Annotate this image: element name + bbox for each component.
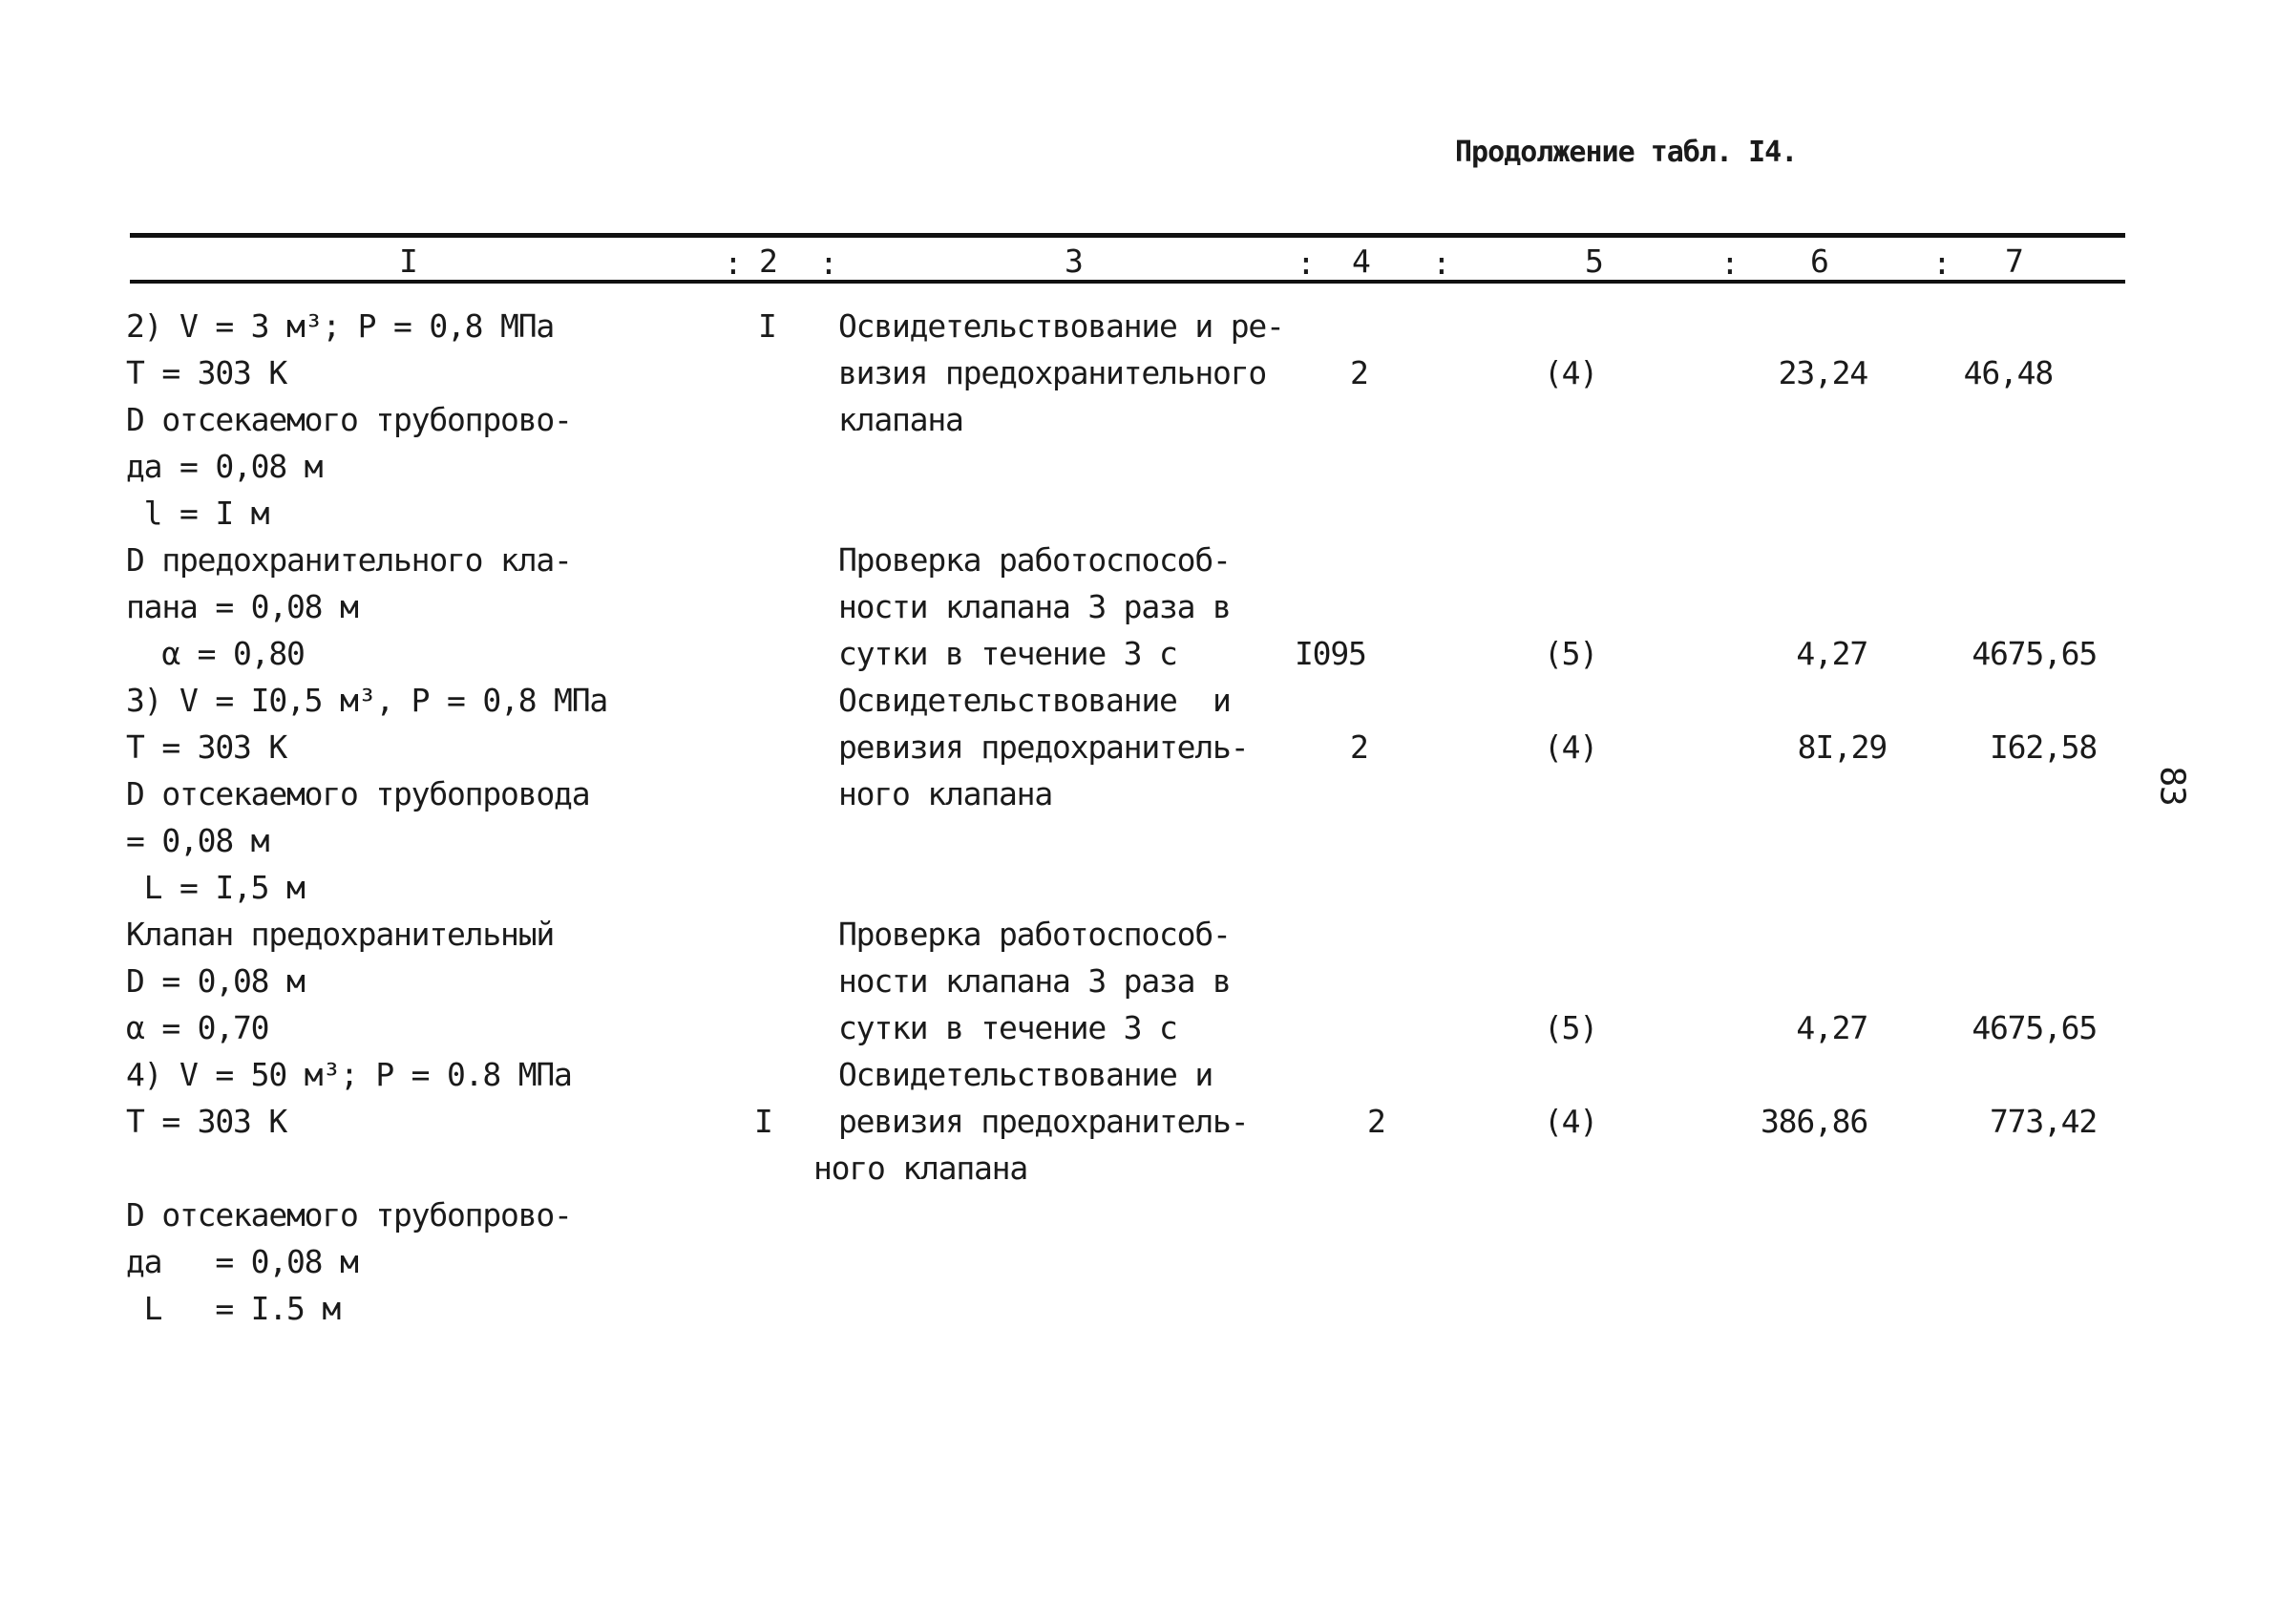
header-col-6: 6 <box>1810 243 1828 280</box>
col3-line: ности клапана 3 раза в <box>838 588 1231 625</box>
col4-value: 2 <box>1367 1103 1385 1140</box>
header-col-1: I <box>399 243 417 280</box>
col1-line: α = 0,80 <box>126 635 305 672</box>
col5-value: (4) <box>1544 1103 1598 1140</box>
col7-value: 4675,65 <box>1972 635 2097 672</box>
col6-value: 4,27 <box>1796 635 1867 672</box>
col6-value: 386,86 <box>1760 1103 1867 1140</box>
col3-line: ности клапана 3 раза в <box>838 962 1231 1000</box>
header-separator: : <box>1932 244 1951 282</box>
col6-value: 4,27 <box>1796 1009 1867 1046</box>
col1-line: T = 303 K <box>126 354 287 391</box>
col3-line: ного клапана <box>838 775 1053 812</box>
col7-value: 773,42 <box>1989 1103 2097 1140</box>
col5-value: (4) <box>1544 354 1598 391</box>
col4-value: 2 <box>1350 728 1368 766</box>
col6-value: 23,24 <box>1778 354 1867 391</box>
header-separator: : <box>1432 244 1450 282</box>
table-caption: Продолжение табл. I4. <box>1455 136 1798 169</box>
col1-line: = 0,08 м <box>126 822 269 859</box>
col3-line: клапана <box>838 401 963 438</box>
table-top-rule <box>130 233 2125 238</box>
header-col-7: 7 <box>2005 243 2023 280</box>
col3-line: ного клапана <box>813 1149 1028 1187</box>
col1-line: L = I,5 м <box>126 869 305 906</box>
col3-line: Освидетельствование и <box>838 1056 1213 1093</box>
col1-line: α = 0,70 <box>126 1009 269 1046</box>
header-separator: : <box>724 244 742 282</box>
col1-line: да = 0,08 м <box>126 448 323 485</box>
col3-line: Освидетельствование и <box>838 682 1231 719</box>
col1-line: D предохранительного кла- <box>126 541 572 579</box>
col2-value: I <box>754 1103 772 1140</box>
col1-line: D отсекаемого трубопрово- <box>126 1196 572 1234</box>
col1-line: 4) V = 50 м³; P = 0.8 МПа <box>126 1056 572 1093</box>
col7-value: I62,58 <box>1989 728 2097 766</box>
col3-line: ревизия предохранитель- <box>838 728 1249 766</box>
col1-line: D = 0,08 м <box>126 962 305 1000</box>
col1-line: L = I.5 м <box>126 1290 341 1327</box>
header-separator: : <box>819 244 837 282</box>
col5-value: (5) <box>1544 1009 1598 1046</box>
col3-line: ревизия предохранитель- <box>838 1103 1249 1140</box>
col3-line: визия предохранительного <box>838 354 1267 391</box>
col1-line: D отсекаемого трубопровода <box>126 775 590 812</box>
col3-line: сутки в течение 3 с <box>838 635 1177 672</box>
col4-value: I095 <box>1295 635 1366 672</box>
col3-line: сутки в течение 3 с <box>838 1009 1177 1046</box>
col2-value: I <box>758 307 776 345</box>
header-col-3: 3 <box>1065 243 1083 280</box>
col1-line: T = 303 K <box>126 1103 287 1140</box>
page-number: 83 <box>2152 766 2192 806</box>
col3-line: Освидетельствование и ре- <box>838 307 1284 345</box>
col1-line: 3) V = I0,5 м³, P = 0,8 МПа <box>126 682 608 719</box>
col7-value: 46,48 <box>1963 354 2053 391</box>
col4-value: 2 <box>1350 354 1368 391</box>
col7-value: 4675,65 <box>1972 1009 2097 1046</box>
col5-value: (4) <box>1544 728 1598 766</box>
header-col-4: 4 <box>1352 243 1370 280</box>
header-separator: : <box>1720 244 1739 282</box>
col1-line: Клапан предохранительный <box>126 916 555 953</box>
header-col-2: 2 <box>759 243 777 280</box>
col1-line: D отсекаемого трубопрово- <box>126 401 572 438</box>
col1-line: да = 0,08 м <box>126 1243 358 1280</box>
col1-line: 2) V = 3 м³; P = 0,8 МПа <box>126 307 555 345</box>
col3-line: Проверка работоспособ- <box>838 916 1231 953</box>
col1-line: l = I м <box>126 495 269 532</box>
col3-line: Проверка работоспособ- <box>838 541 1231 579</box>
header-separator: : <box>1297 244 1315 282</box>
col6-value: 8I,29 <box>1797 728 1887 766</box>
col1-line: пана = 0,08 м <box>126 588 358 625</box>
header-col-5: 5 <box>1585 243 1603 280</box>
col1-line: T = 303 K <box>126 728 287 766</box>
col5-value: (5) <box>1544 635 1598 672</box>
